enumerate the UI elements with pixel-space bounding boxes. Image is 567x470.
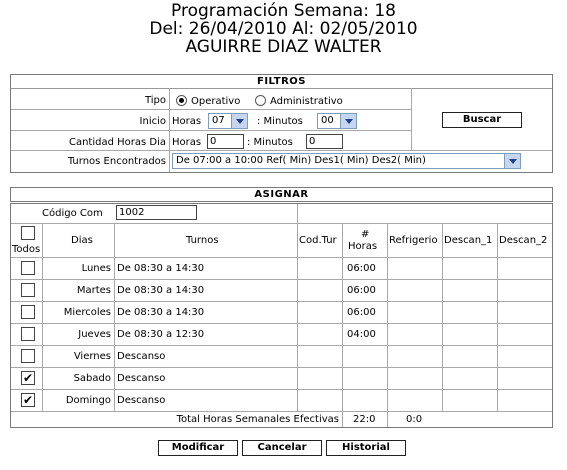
cantidad-minutos-label: : Minutos (247, 137, 293, 148)
row-checkbox-sabado[interactable] (21, 371, 35, 385)
inicio-horas-label: Horas (172, 116, 202, 127)
chevron-down-icon (340, 114, 356, 128)
row-turno: De 08:30 a 14:30 (117, 307, 205, 318)
inicio-minutos-select[interactable] (317, 113, 357, 129)
turnos-encontrados-value: De 07:00 a 10:00 Ref( Min) Des1( Min) Des2( Min) (176, 155, 426, 166)
column-descan2: Descan_2 (499, 235, 548, 246)
asignar-title-bar (10, 187, 553, 202)
row-turno: Descanso (117, 351, 166, 362)
page-title-employee: AGUIRRE DIAZ WALTER (185, 37, 382, 57)
chevron-down-icon (231, 114, 247, 128)
tipo-label: Tipo (144, 95, 166, 106)
column-dias: Dias (71, 235, 93, 246)
row-horas: 06:00 (347, 307, 376, 318)
asignar-title: ASIGNAR (254, 189, 309, 200)
column-codtur: Cod.Tur (299, 235, 337, 246)
cantidad-minutos-input[interactable]: 0 (306, 134, 343, 149)
page-title-week: Programación Semana: 18 (171, 1, 396, 21)
row-dia: Jueves (78, 329, 111, 340)
inicio-horas-value: 07 (212, 115, 225, 126)
column-refrigerio: Refrigerio (389, 235, 438, 246)
cantidad-horas-label: Horas (172, 137, 202, 148)
row-dia: Viernes (73, 351, 111, 362)
cantidad-horas-input[interactable]: 0 (207, 134, 244, 149)
page-title-dates: Del: 26/04/2010 Al: 02/05/2010 (149, 19, 418, 39)
cancelar-button[interactable]: Cancelar (242, 440, 322, 456)
chevron-down-icon (504, 154, 520, 168)
tipo-operativo-radio[interactable] (176, 95, 187, 106)
row-horas: 06:00 (347, 263, 376, 274)
row-checkbox-jueves[interactable] (21, 327, 35, 341)
column-todos: Todos (12, 244, 41, 255)
codigo-label: Código Com (42, 208, 103, 219)
inicio-minutos-value: 00 (321, 115, 334, 126)
column-horas: Horas (348, 241, 378, 252)
buscar-button[interactable]: Buscar (442, 112, 522, 128)
row-checkbox-viernes[interactable] (21, 349, 35, 363)
tipo-administrativo-radio[interactable] (255, 95, 266, 106)
row-checkbox-miercoles[interactable] (21, 305, 35, 319)
row-horas: 06:00 (347, 285, 376, 296)
row-checkbox-domingo[interactable] (21, 393, 35, 407)
codigo-input[interactable]: 1002 (116, 205, 197, 220)
todos-checkbox[interactable] (21, 226, 35, 240)
row-turno: De 08:30 a 14:30 (117, 285, 205, 296)
row-horas: 04:00 (347, 329, 376, 340)
row-checkbox-martes[interactable] (21, 283, 35, 297)
cantidad-label: Cantidad Horas Dia (68, 137, 166, 148)
total-horas-value: 22:0 (353, 414, 376, 425)
row-checkbox-lunes[interactable] (21, 261, 35, 275)
inicio-label: Inicio (139, 116, 166, 127)
row-dia: Martes (76, 285, 111, 296)
check-icon: ✔ (22, 371, 34, 385)
historial-button[interactable]: Historial (326, 440, 406, 456)
tipo-administrativo-label[interactable]: Administrativo (270, 96, 343, 107)
tipo-operativo-label[interactable]: Operativo (191, 96, 241, 107)
row-turno: Descanso (117, 395, 166, 406)
row-turno: De 08:30 a 14:30 (117, 263, 205, 274)
column-horas-hash: # (361, 229, 370, 240)
inicio-minutos-label: : Minutos (257, 116, 303, 127)
turnos-encontrados-label: Turnos Encontrados (67, 156, 166, 167)
turnos-encontrados-select[interactable] (172, 153, 521, 169)
column-descan1: Descan_1 (444, 235, 493, 246)
total-extra-value: 0:0 (406, 414, 423, 425)
modificar-button[interactable]: Modificar (158, 440, 238, 456)
total-label: Total Horas Semanales Efectivas (176, 414, 339, 425)
filtros-title: FILTROS (11, 75, 552, 89)
column-turnos: Turnos (186, 235, 219, 246)
row-turno: Descanso (117, 373, 166, 384)
inicio-horas-select[interactable] (208, 113, 248, 129)
row-dia: Sabado (73, 373, 111, 384)
row-dia: Miercoles (63, 307, 111, 318)
check-icon: ✔ (22, 393, 34, 407)
row-turno: De 08:30 a 12:30 (117, 329, 205, 340)
row-dia: Lunes (81, 263, 111, 274)
row-dia: Domingo (65, 395, 111, 406)
